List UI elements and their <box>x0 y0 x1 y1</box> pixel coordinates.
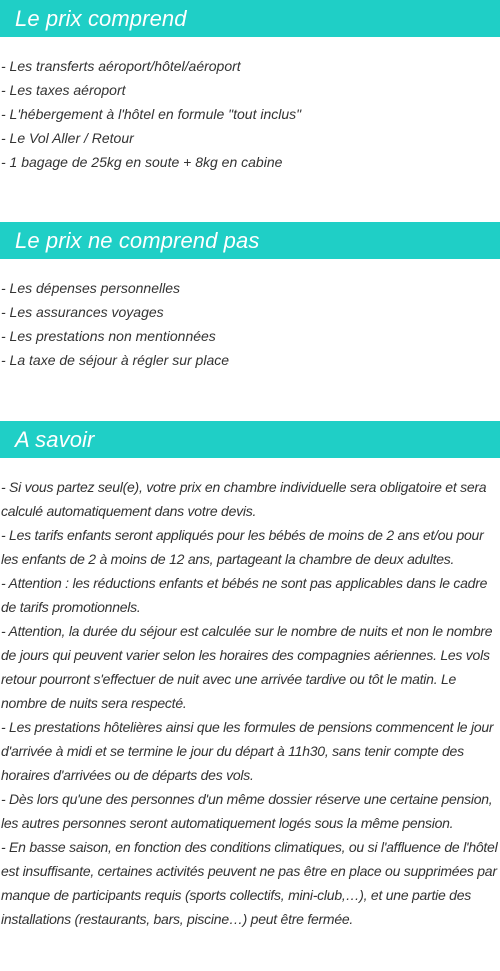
info-list <box>0 475 500 931</box>
section-price-includes <box>0 0 500 174</box>
list-item: - Le Vol Aller / Retour <box>1 130 134 146</box>
section-title: A savoir <box>15 426 95 452</box>
list-item: - L'hébergement à l'hôtel en formule "tout inclus" <box>1 106 302 122</box>
list-item: - Les assurances voyages <box>1 304 164 320</box>
list-item: - 1 bagage de 25kg en soute + 8kg en cabine <box>1 154 283 170</box>
section-header <box>0 421 500 458</box>
section-title: Le prix ne comprend pas <box>15 227 260 253</box>
list-item: - Les prestations hôtelières ainsi que les formules de pensions commencent le jour d'arrivée à midi et se termine le jour du départ à 11h30, sans tenir compte des horaires d'arrivées ou de départs des vols. <box>1 719 494 783</box>
list-item: - Les dépenses personnelles <box>1 280 181 296</box>
section-good-to-know <box>0 421 500 931</box>
list-item: - Les taxes aéroport <box>1 82 126 98</box>
section-header <box>0 0 500 37</box>
list-item: - Les tarifs enfants seront appliqués pour les bébés de moins de 2 ans et/ou pour les enfants de 2 à moins de 12 ans, partageant la chambre de deux adultes. <box>1 527 484 567</box>
included-list <box>0 54 500 174</box>
section-title: Le prix comprend <box>15 5 187 31</box>
list-item: - Les transferts aéroport/hôtel/aéroport <box>1 58 241 74</box>
section-header <box>0 222 500 259</box>
list-item: - Si vous partez seul(e), votre prix en chambre individuelle sera obligatoire et sera calculé automatiquement dans votre devis. <box>1 479 487 519</box>
list-item: - Attention : les réductions enfants et bébés ne sont pas applicables dans le cadre de tarifs promotionnels. <box>1 575 488 615</box>
excluded-list <box>0 276 500 372</box>
list-item: - Les prestations non mentionnées <box>1 328 216 344</box>
list-item: - La taxe de séjour à régler sur place <box>1 352 230 368</box>
list-item: - Dès lors qu'une des personnes d'un même dossier réserve une certaine pension, les autres personnes seront automatiquement logés sous la même pension. <box>1 791 493 831</box>
list-item: - Attention, la durée du séjour est calculée sur le nombre de nuits et non le nombre de jours qui peuvent varier selon les horaires des compagnies aériennes. Les vols retour pourront s'effectuer de nuit avec une arrivée tardive ou tôt le matin. Le nombre de nuits sera respecté. <box>1 623 493 711</box>
list-item: - En basse saison, en fonction des conditions climatiques, ou si l'affluence de l'hôtel est insuffisante, certaines activités peuvent ne pas être en place ou supprimées par manque de participants requis (sports collectifs, mini-club,…), et une partie des installations (restaurants, bars, piscine…) peut être fermée. <box>1 839 498 927</box>
section-price-excludes <box>0 222 500 372</box>
